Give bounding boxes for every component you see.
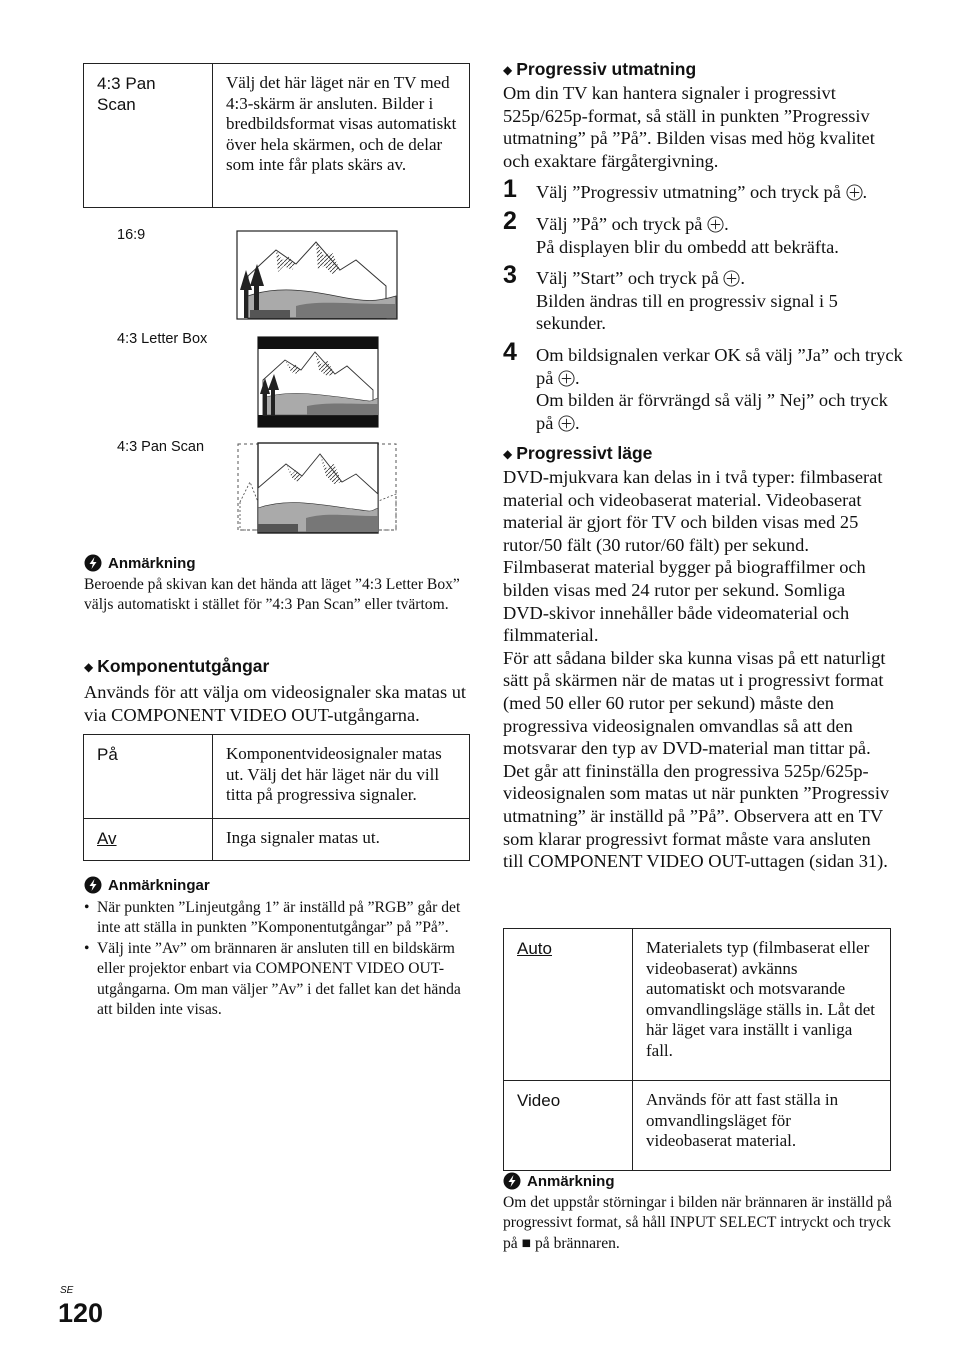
section-text — [503, 466, 895, 873]
section-title: Progressiv utmatning — [516, 59, 697, 79]
step-text-end: . — [574, 367, 580, 388]
step-text-end: . — [724, 214, 729, 234]
progressivt-lage-table — [503, 928, 891, 1171]
option-description: Inga signaler matas ut. — [213, 818, 470, 861]
figure-label-letterbox: 4:3 Letter Box — [117, 331, 208, 347]
option-description: Komponentvideosignaler matas ut. Välj det här läget när du vill titta på progressiva signaler. — [213, 735, 470, 819]
note-title: Anmärkning — [108, 554, 196, 572]
illustration-panscan — [236, 442, 400, 534]
step-number: 2 — [503, 207, 517, 235]
list-item: • När punkten ”Linjeutgång 1” är inställd på ”RGB” går det inte att ställa in punkten ”Komponentutgångar” på ”På”. — [84, 898, 470, 939]
step-number: 3 — [503, 261, 517, 289]
illustration-letterbox — [257, 336, 380, 428]
section-title: Komponentutgångar — [97, 656, 270, 676]
option-key-auto: Auto — [504, 929, 633, 1081]
enter-button-icon — [846, 184, 863, 201]
note-title: Anmärkningar — [108, 876, 210, 894]
step-text: Om bildsignalen verkar OK så välj ”Ja” och tryck på — [536, 345, 903, 388]
enter-button-icon — [558, 370, 575, 387]
section-heading-komponent — [84, 656, 269, 677]
page-number: 120 — [58, 1298, 104, 1328]
note-heading — [503, 1172, 615, 1190]
paragraph: DVD-mjukvara kan delas in i två typer: filmbaserat material och videobaserat material. Videobaserat material är gjort för TV och bilden visas med 25 rutor/50 fält (30 rutor/60 fält) per sekund. Filmbaserat material bygger på biograffilmer och bilden visas med 24 rutor per sekund. Somliga DVD-skivor innehåller både videomaterial och filmmaterial. — [503, 467, 883, 646]
pan-scan-table — [83, 63, 470, 208]
section-text: Om din TV kan hantera signaler i progressivt 525p/625p-format, så ställ in punkten ”Progressiv utmatning” på ”På”. Bilden visas med hög kvalitet och exaktare färgåtergivning. — [503, 83, 875, 171]
notes-list — [84, 898, 470, 1020]
step-text-end: . — [740, 268, 746, 288]
option-description: Används för att fast ställa in omvandlingsläget för videobaserat material. — [633, 1081, 891, 1171]
step-result: På displayen blir du ombedd att bekräfta. — [536, 236, 839, 257]
figure-label-16-9: 16:9 — [117, 227, 146, 243]
figure-label-panscan: 4:3 Pan Scan — [117, 439, 205, 455]
step-result: Bilden ändras till en progressiv signal i 5 sekunder. — [536, 290, 838, 334]
paragraph: Det går att fininställa den progressiva 525p/625p-videosignalen som matas ut när punkten ”Progressiv utmatning” är inställd på ”På”. Observera att en TV som klarar progressivt format måste vara ansluten till COMPONENT VIDEO OUT-uttagen (sidan 31). — [503, 760, 890, 872]
note-heading — [84, 554, 196, 572]
note-text-part: på brännaren. — [534, 1234, 620, 1252]
notes-heading — [84, 876, 210, 894]
step-text: Välj ”Progressiv utmatning” och tryck på — [536, 182, 841, 202]
step-text-end: . — [574, 412, 580, 433]
option-key-pa: På — [84, 735, 213, 819]
step-text: Välj ”På” och tryck på — [536, 214, 703, 234]
diamond-bullet-icon: ◆ — [503, 62, 513, 77]
enter-button-icon — [723, 270, 740, 287]
step-number: 4 — [503, 338, 517, 366]
language-code: SE — [60, 1285, 74, 1296]
section-heading-progressivt-lage — [503, 443, 652, 464]
note-text-part: Om det uppstår störningar i bilden när brännaren är inställd på progressivt format, så håll INPUT SELECT intryckt och tryck på — [503, 1194, 892, 1252]
step-number: 1 — [503, 175, 517, 203]
option-description: Materialets typ (filmbaserat eller videobaserat) avkänns automatiskt och motsvarande omvandlingsläge ställs in. Låt det här läget vara inställt i vanliga fall. — [633, 929, 891, 1081]
enter-button-icon — [707, 216, 724, 233]
option-key: 4:3 Pan Scan — [84, 64, 213, 208]
diamond-bullet-icon: ◆ — [84, 659, 94, 674]
note-icon — [84, 554, 102, 572]
section-title: Progressivt läge — [516, 443, 653, 463]
step-text-end: . — [862, 182, 868, 202]
note-title: Anmärkning — [527, 1172, 615, 1190]
list-item: • Välj inte ”Av” om brännaren är ansluten till en bildskärm eller projektor enbart via COMPONENT VIDEO OUT-utgångarna. Om man väljer ”Av” i det fallet kan det hända att bilden inte visas. — [84, 939, 470, 1021]
note-icon — [84, 876, 102, 894]
komponent-table — [83, 734, 470, 861]
option-key-video: Video — [504, 1081, 633, 1171]
section-text: Används för att välja om videosignaler ska matas ut via COMPONENT VIDEO OUT-utgångarna. — [84, 682, 467, 725]
diamond-bullet-icon: ◆ — [503, 446, 513, 461]
illustration-16-9 — [236, 230, 400, 322]
option-description: Välj det här läget när en TV med 4:3-skärm är ansluten. Bilder i bredbildsformat visas automatiskt över hela skärmen, och de delar som inte får plats skärs av. — [213, 64, 470, 208]
note-text: Beroende på skivan kan det hända att läget ”4:3 Letter Box” väljs automatiskt i stället för ”4:3 Pan Scan” eller tvärtom. — [84, 576, 460, 614]
option-key-av: Av — [84, 818, 213, 861]
note-text — [503, 1193, 893, 1254]
paragraph: För att sådana bilder ska kunna visas på ett naturligt sätt på skärmen när de matas ut i progressivt format (med 50 eller 60 rutor per sekund) måste den progressiva videosignalen omvandlas så att den motsvarar den typ av DVD-material man tittar på. — [503, 647, 886, 759]
step-text: Välj ”Start” och tryck på — [536, 268, 719, 288]
section-heading-progressiv-utmatning — [503, 59, 696, 80]
step-result: Om bilden är förvrängd så välj ” Nej” och tryck på — [536, 390, 888, 433]
enter-button-icon — [558, 415, 575, 432]
stop-icon: ■ — [521, 1234, 532, 1252]
note-icon — [503, 1172, 521, 1190]
